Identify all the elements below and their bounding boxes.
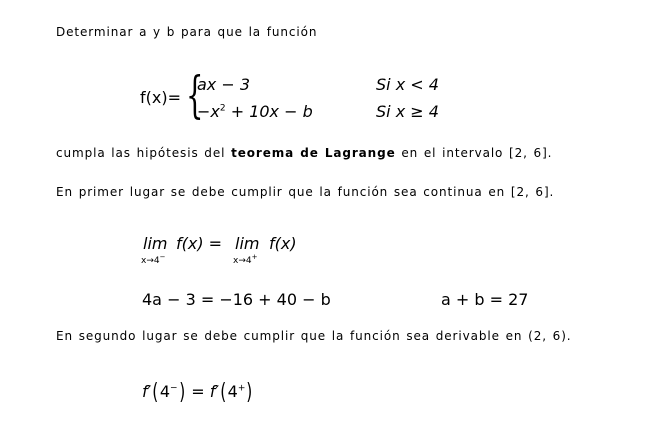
case2-expression: $-x^2 + 10x - b$ [197, 102, 313, 121]
sum-equation: a + b = 27 [441, 290, 529, 309]
lim-left: lim [143, 234, 168, 253]
case2-condition: Si x ≥ 4 [376, 102, 439, 121]
function-name: f(x)= [140, 88, 181, 107]
continuity-equation: 4a − 3 = −16 + 40 − b [142, 290, 331, 309]
lim-right-subscript: x→4+ [233, 253, 258, 266]
case1-condition: Si x < 4 [376, 75, 439, 94]
continuity-sentence: En primer lugar se debe cumplir que la función sea continua en [2, 6]. [56, 185, 555, 199]
f-left: f(x) = [176, 234, 223, 253]
lim-left-subscript: x→4− [141, 253, 166, 266]
differentiability-sentence: En segundo lugar se debe cumplir que la función sea derivable en (2, 6). [56, 329, 572, 343]
lim-right: lim [235, 234, 260, 253]
intro-text: Determinar a y b para que la función [56, 25, 318, 39]
lagrange-theorem-name: teorema de Lagrange [231, 146, 396, 160]
derivative-equation: f′(4−) = f′(4+) [142, 380, 253, 405]
f-right: f(x) [269, 234, 297, 253]
brace-symbol: { [186, 66, 204, 124]
lagrange-sentence: cumpla las hipótesis del teorema de Lagrange en el intervalo [2, 6]. [56, 146, 553, 160]
case1-expression: ax − 3 [197, 75, 251, 94]
